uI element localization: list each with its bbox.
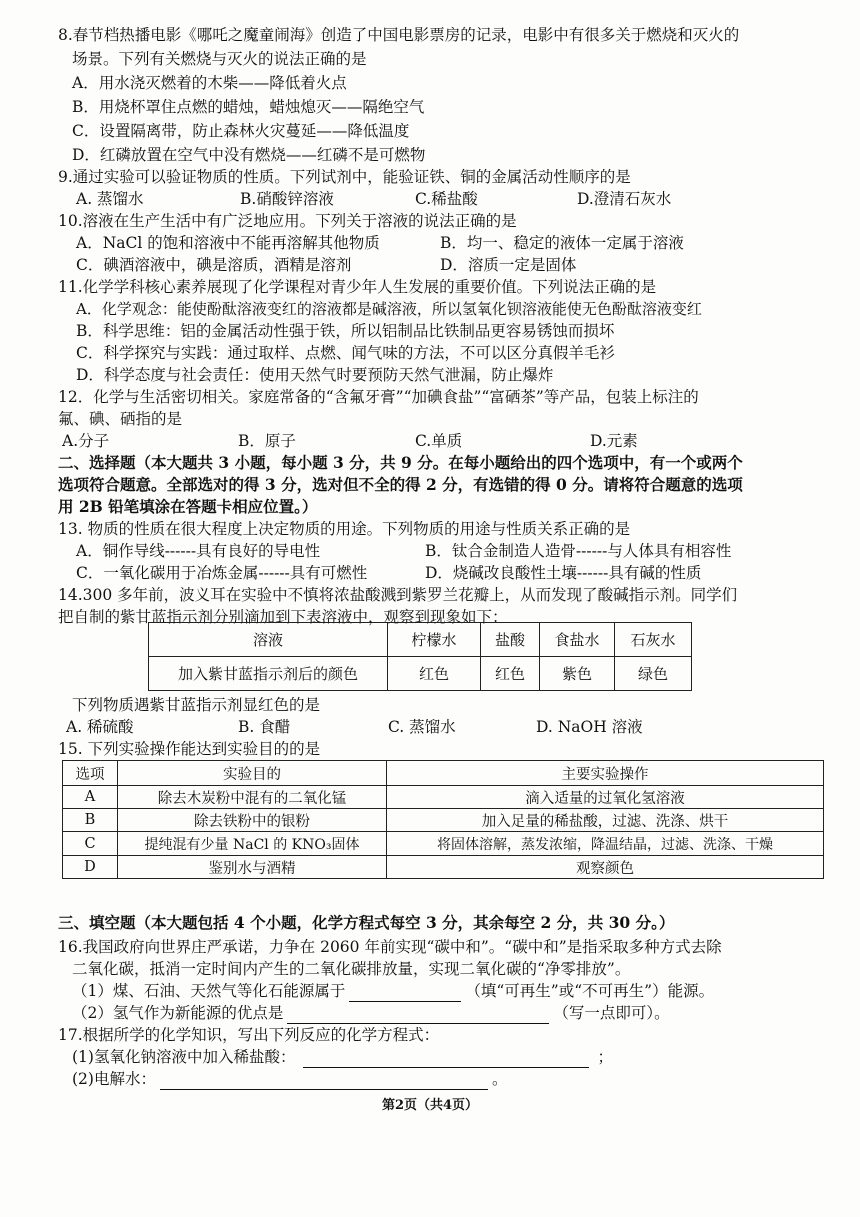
q16-part2-suffix: （写一点即可）。 — [553, 1004, 670, 1022]
q11-option-b: B．科学思维：铝的金属活动性强于铁，所以铝制品比铁制品更容易锈蚀而损坏 — [76, 322, 615, 340]
q17-part1-prefix: (1)氢氧化钠溶液中加入稀盐酸： — [72, 1048, 296, 1066]
q8-stem-line2: 场景。下列有关燃烧与灭火的说法正确的是 — [72, 50, 367, 68]
q16-stem-line1: 16.我国政府向世界庄严承诺，力争在 2060 年前实现“碳中和”。“碳中和”是指采取多种方式去除 — [58, 938, 722, 956]
indicator-table — [148, 622, 692, 691]
table-cell: 观察颜色 — [387, 856, 824, 879]
q13-option-c: C．一氧化碳用于冶炼金属------具有可燃性 — [76, 564, 368, 582]
q16-stem-line2: 二氧化碳，抵消一定时间内产生的二氧化碳排放量，实现二氧化碳的“净零排放”。 — [72, 960, 631, 978]
q12-stem-line1: 12．化学与生活密切相关。家庭常备的“含氟牙膏”“加碘食盐”“富硒茶”等产品，包装上标注的 — [58, 388, 699, 406]
q11-option-c: C．科学探究与实践：通过取样、点燃、闻气味的方法，不可以区分真假羊毛衫 — [76, 344, 615, 362]
q10-option-a: A．NaCl 的饱和溶液中不能再溶解其他物质 — [76, 234, 380, 252]
table-cell: 选项 — [63, 761, 118, 786]
table-cell: 石灰水 — [615, 623, 692, 657]
q14-option-a: A. 稀硫酸 — [66, 718, 134, 736]
table-cell: 主要实验操作 — [387, 761, 824, 786]
page-number-footer: 第2页（共4页） — [381, 1098, 479, 1113]
table-row — [63, 809, 824, 832]
table-cell: 鉴别水与酒精 — [118, 856, 387, 879]
q17-part1 — [72, 1046, 613, 1068]
q12-option-a: A.分子 — [62, 432, 110, 450]
section2-heading-line2: 选项符合题意。全部选对的得 3 分，选对但不全的得 2 分，有选错的得 0 分。请将符合题意的选项 — [58, 475, 743, 494]
section2-heading-line3: 用 2B 铅笔填涂在答题卡相应位置。） — [58, 497, 318, 516]
q13-stem: 13. 物质的性质在很大程度上决定物质的用途。下列物质的用途与性质关系正确的是 — [58, 520, 631, 538]
q10-option-c: C．碘酒溶液中，碘是溶质，酒精是溶剂 — [76, 256, 352, 274]
q17-part2 — [72, 1068, 507, 1090]
table-row — [63, 786, 824, 809]
q10-stem: 10.溶液在生产生活中有广泛地应用。下列关于溶液的说法正确的是 — [58, 212, 517, 230]
table-cell: 加入足量的稀盐酸，过滤、洗涤、烘干 — [387, 809, 824, 832]
table-row — [63, 832, 824, 856]
q16-blank-1[interactable] — [349, 983, 461, 1002]
table-cell: D — [63, 856, 118, 879]
table-row — [63, 761, 824, 786]
q16-part2 — [72, 1002, 670, 1024]
table-cell: A — [63, 786, 118, 809]
q8-option-a: A．用水浇灭燃着的木柴——降低着火点 — [72, 74, 347, 92]
q12-option-b: B．原子 — [238, 432, 296, 450]
table-cell: B — [63, 809, 118, 832]
table-cell: 滴入适量的过氧化氢溶液 — [387, 786, 824, 809]
table-cell: 实验目的 — [118, 761, 387, 786]
q12-stem-line2: 氟、碘、硒指的是 — [58, 410, 183, 428]
table-cell: 盐酸 — [481, 623, 540, 657]
table-row — [149, 657, 692, 691]
q11-option-a: A．化学观念：能使酚酞溶液变红的溶液都是碱溶液，所以氢氧化钡溶液能使无色酚酞溶液变红 — [76, 300, 702, 318]
q13-option-d: D．烧碱改良酸性土壤------具有碱的性质 — [425, 564, 702, 582]
q8-option-b: B．用烧杯罩住点燃的蜡烛，蜡烛熄灭——隔绝空气 — [72, 98, 425, 116]
q10-option-b: B．均一、稳定的液体一定属于溶液 — [440, 234, 684, 252]
q16-blank-2[interactable] — [287, 1005, 549, 1024]
q14-option-c: C. 蒸馏水 — [388, 718, 456, 736]
q16-part1 — [72, 980, 714, 1002]
q12-option-d: D.元素 — [590, 432, 638, 450]
table-cell: 提纯混有少量 NaCl 的 KNO₃固体 — [118, 832, 387, 856]
table-cell: 溶液 — [149, 623, 388, 657]
q17-part2-prefix: (2)电解水： — [72, 1070, 156, 1088]
q11-stem: 11.化学学科核心素养展现了化学课程对青少年人生发展的重要价值。下列说法正确的是 — [58, 278, 657, 296]
q14-stem-line2: 把自制的紫甘蓝指示剂分别滴加到下表溶液中，观察到现象如下： — [58, 608, 508, 626]
table-cell: 除去铁粉中的银粉 — [118, 809, 387, 832]
table-cell: 将固体溶解，蒸发浓缩，降温结晶，过滤、洗涤、干燥 — [387, 832, 824, 856]
q8-option-d: D．红磷放置在空气中没有燃烧——红磷不是可燃物 — [72, 146, 426, 164]
q17-part1-suffix: ； — [597, 1048, 613, 1066]
q9-option-b: B.硝酸锌溶液 — [240, 190, 334, 208]
table-cell: 加入紫甘蓝指示剂后的颜色 — [149, 657, 388, 691]
q8-stem-line1: 8.春节档热播电影《哪吒之魔童闹海》创造了中国电影票房的记录，电影中有很多关于燃烧和灭火的 — [58, 26, 740, 44]
q17-blank-2[interactable] — [160, 1071, 488, 1090]
q16-part1-prefix: （1）煤、石油、天然气等化石能源属于 — [72, 982, 346, 1000]
table-cell: 除去木炭粉中混有的二氧化锰 — [118, 786, 387, 809]
q9-option-c: C.稀盐酸 — [415, 190, 478, 208]
q14-option-d: D. NaOH 溶液 — [536, 718, 643, 736]
table-cell: 绿色 — [615, 657, 692, 691]
q11-option-d: D．科学态度与社会责任：使用天然气时要预防天然气泄漏，防止爆炸 — [76, 366, 554, 384]
q16-part1-suffix: （填“可再生”或“不可再生”）能源。 — [465, 982, 715, 1000]
table-row — [63, 856, 824, 879]
table-cell: 柠檬水 — [388, 623, 481, 657]
q12-option-c: C.单质 — [415, 432, 463, 450]
section3-heading: 三、填空题（本大题包括 4 个小题，化学方程式每空 3 分，其余每空 2 分，共 30 分。） — [58, 913, 675, 932]
q14-stem-line1: 14.300 多年前，波义耳在实验中不慎将浓盐酸溅到紫罗兰花瓣上，从而发现了酸碱指示剂。同学们 — [58, 586, 738, 604]
q14-question: 下列物质遇紫甘蓝指示剂显红色的是 — [72, 696, 321, 714]
q16-part2-prefix: （2）氢气作为新能源的优点是 — [72, 1004, 284, 1022]
q15-stem: 15. 下列实验操作能达到实验目的的是 — [58, 740, 321, 758]
q8-option-c: C．设置隔离带，防止森林火灾蔓延——降低温度 — [72, 122, 410, 140]
q13-option-b: B．钛合金制造人造骨------与人体具有相容性 — [425, 542, 732, 560]
table-cell: 红色 — [481, 657, 540, 691]
table-cell: 紫色 — [540, 657, 615, 691]
q9-option-d: D.澄清石灰水 — [577, 190, 672, 208]
table-cell: 食盐水 — [540, 623, 615, 657]
table-row — [149, 623, 692, 657]
q17-blank-1[interactable] — [303, 1049, 589, 1068]
q10-option-d: D．溶质一定是固体 — [440, 256, 577, 274]
q17-part2-suffix: 。 — [491, 1070, 508, 1088]
q9-option-a: A. 蒸馏水 — [76, 190, 144, 208]
experiment-table — [62, 760, 824, 879]
q13-option-a: A．铜作导线------具有良好的导电性 — [76, 542, 321, 560]
q17-stem: 17.根据所学的化学知识，写出下列反应的化学方程式： — [58, 1026, 440, 1044]
table-cell: 红色 — [388, 657, 481, 691]
table-cell: C — [63, 832, 118, 856]
q14-option-b: B. 食醋 — [238, 718, 291, 736]
section2-heading-line1: 二、选择题（本大题共 3 小题，每小题 3 分，共 9 分。在每小题给出的四个选项中，有一个或两个 — [58, 453, 743, 472]
q9-stem: 9.通过实验可以验证物质的性质。下列试剂中，能验证铁、铜的金属活动性顺序的是 — [58, 168, 631, 186]
